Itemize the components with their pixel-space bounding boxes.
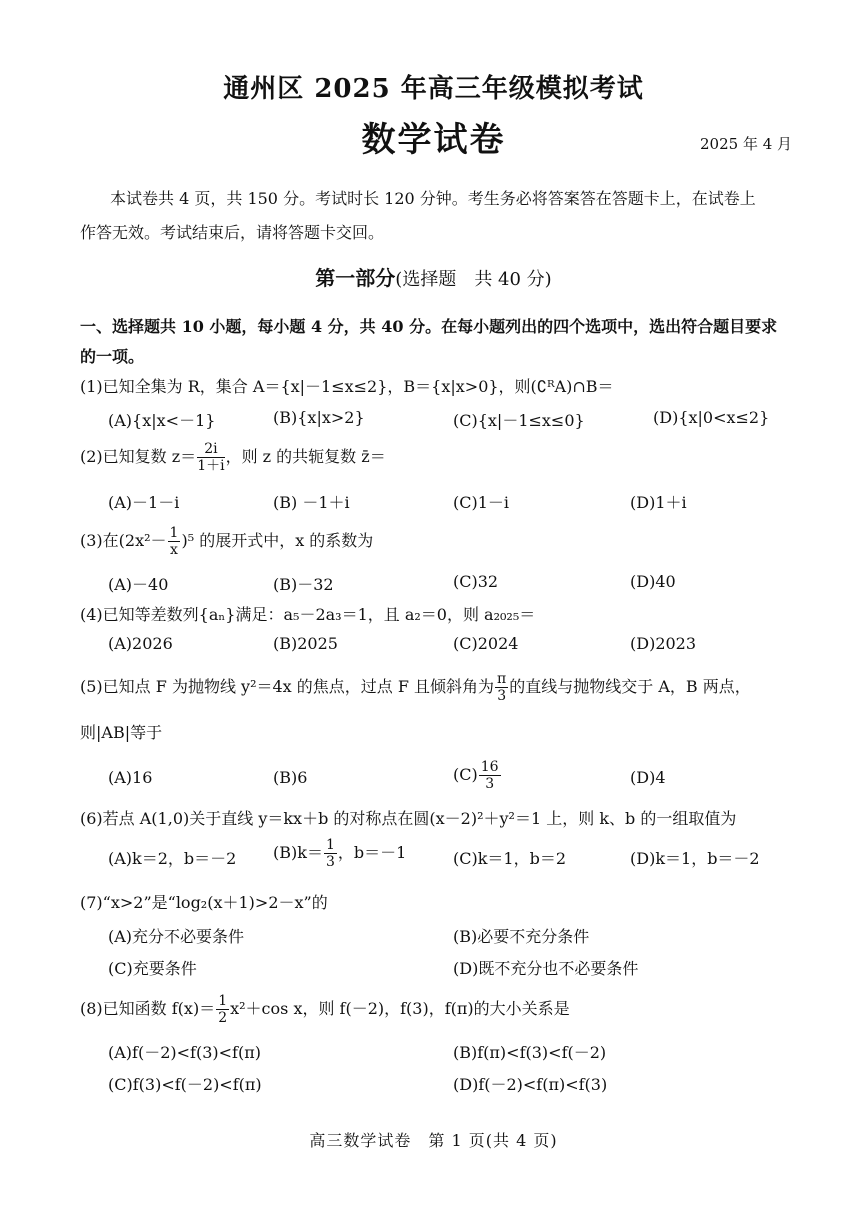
- q1-option-d: (D){x|0<x≤2}: [653, 408, 770, 427]
- q7-option-c: (C)充要条件: [108, 959, 197, 978]
- q3-fraction: $\frac{1}{x}$: [169, 525, 179, 558]
- q6-option-a: (A)k＝2，b＝－2: [108, 849, 237, 868]
- q4-option-d: (D)2023: [630, 634, 697, 653]
- question-4-stem: (4)已知等差数列{aₙ}满足：a₅－2a₃＝1，且 a₂＝0，则 a₂₀₂₅＝: [80, 605, 536, 624]
- q8-option-b: (B)f(π)<f(3)<f(－2): [453, 1043, 607, 1062]
- exam-date: 2025 年 4 月: [700, 135, 793, 153]
- q6-option-d: (D)k＝1，b＝－2: [630, 849, 760, 868]
- question-5-stem-line-2: 则|AB|等于: [80, 723, 163, 742]
- q3-option-b: (B)－32: [273, 575, 334, 594]
- question-2-stem: (2)已知复数 z＝ $\frac{2i}{1+i}$ ，则 z 的共轭复数 z̄＝: [80, 441, 386, 474]
- q4-option-c: (C)2024: [453, 634, 519, 653]
- question-5-stem: (5)已知点 F 为抛物线 y²＝4x 的焦点，过点 F 且倾斜角为 $\frac{\pi}{3}$ 的直线与抛物线交于 A，B 两点，: [80, 671, 751, 704]
- q1-option-c: (C){x|－1≤x≤0}: [453, 411, 585, 430]
- section-line-2: 的一项。: [80, 347, 145, 366]
- exam-instructions: [80, 182, 800, 250]
- page-footer: 高三数学试卷 第 1 页(共 4 页): [309, 1131, 558, 1150]
- q6-option-c: (C)k＝1，b＝2: [453, 849, 567, 868]
- q8-fraction: $\frac{1}{2}$: [218, 993, 228, 1026]
- q8-option-a: (A)f(－2)<f(3)<f(π): [108, 1043, 261, 1062]
- q5-fraction: $\frac{\pi}{3}$: [497, 671, 507, 704]
- q4-option-b: (B)2025: [273, 634, 338, 653]
- q4-option-a: (A)2026: [108, 634, 173, 653]
- q8-option-c: (C)f(3)<f(－2)<f(π): [108, 1075, 262, 1094]
- question-8-stem: (8)已知函数 f(x)＝ $\frac{1}{2}$ x²＋cos x，则 f(－2)，f(3)，f(π)的大小关系是: [80, 993, 570, 1026]
- section-line-1: 一、选择题共 10 小题，每小题 4 分，共 40 分。在每小题列出的四个选项中，选出符合题目要求: [80, 317, 778, 336]
- q7-option-d: (D)既不充分也不必要条件: [453, 959, 639, 978]
- exam-title: 通州区 2025 年高三年级模拟考试: [223, 74, 644, 104]
- q2-option-b: (B) －1＋i: [273, 493, 350, 512]
- q5-option-d: (D)4: [630, 768, 666, 787]
- q6-option-b: (B)k＝ $\frac{1}{3}$ ，b＝－1: [273, 837, 407, 870]
- q3-option-c: (C)32: [453, 572, 499, 591]
- subject-title: 数学试卷: [361, 120, 506, 160]
- question-7-stem: (7)“x>2”是“log₂(x＋1)>2－x”的: [80, 893, 328, 912]
- part-title: 第一部分: [315, 266, 396, 290]
- q1-option-b: (B){x|x>2}: [273, 408, 365, 427]
- instructions-line-2: 作答无效。考试结束后，请将答题卡交回。: [80, 223, 385, 242]
- q2-option-a: (A)－1－i: [108, 493, 180, 512]
- q8-option-d: (D)f(－2)<f(π)<f(3): [453, 1075, 608, 1094]
- question-3-stem: (3)在(2x²－ $\frac{1}{x}$ )⁵ 的展开式中，x 的系数为: [80, 525, 374, 558]
- part-heading: [0, 262, 867, 291]
- q5-option-a: (A)16: [108, 768, 153, 787]
- q2-fraction: $\frac{2i}{1+i}$: [197, 441, 225, 474]
- section-instructions: [80, 312, 805, 372]
- question-1-stem: (1)已知全集为 R，集合 A＝{x|－1≤x≤2}，B＝{x|x>0}，则(∁ᴿA)∩B＝: [80, 377, 614, 396]
- q7-option-a: (A)充分不必要条件: [108, 927, 245, 946]
- question-6-stem: (6)若点 A(1,0)关于直线 y＝kx＋b 的对称点在圆(x－2)²＋y²＝1 上，则 k、b 的一组取值为: [80, 809, 737, 828]
- part-subtitle: (选择题 共 40 分): [395, 269, 552, 290]
- instructions-line-1: 本试卷共 4 页，共 150 分。考试时长 120 分钟。考生务必将答案答在答题卡上，在试卷上: [110, 189, 756, 208]
- q1-option-a: (A){x|x<－1}: [108, 411, 216, 430]
- q3-option-a: (A)－40: [108, 575, 169, 594]
- q5-option-c: (C) $\frac{16}{3}$: [453, 759, 499, 792]
- q7-option-b: (B)必要不充分条件: [453, 927, 590, 946]
- q2-option-c: (C)1－i: [453, 493, 510, 512]
- q5-option-b: (B)6: [273, 768, 308, 787]
- q3-option-d: (D)40: [630, 572, 676, 591]
- q2-option-d: (D)1＋i: [630, 493, 687, 512]
